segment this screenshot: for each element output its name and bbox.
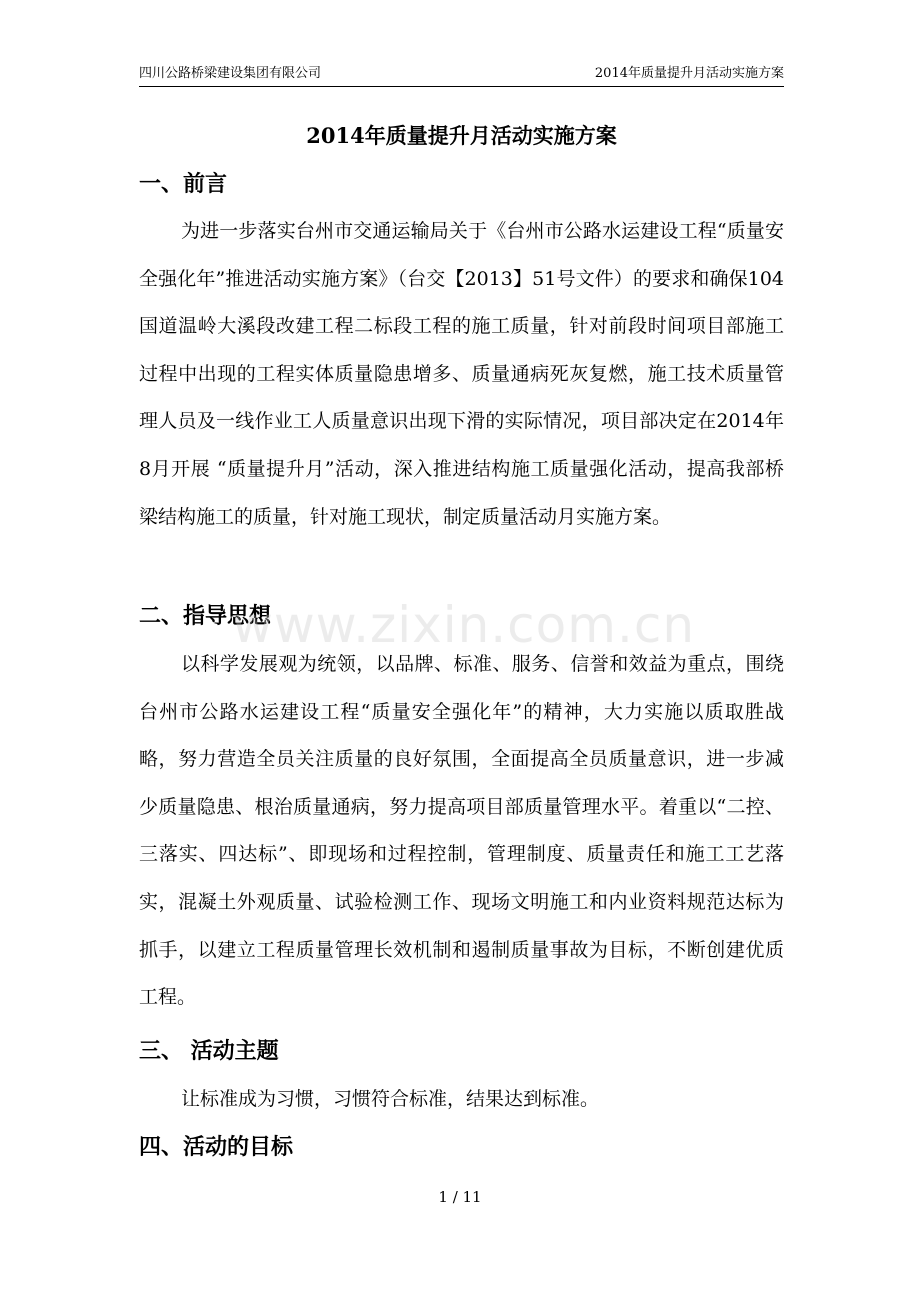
document-title: 2014年质量提升月活动实施方案: [306, 123, 617, 148]
page-total: 11: [462, 1188, 482, 1206]
section-heading-activity-goals: 四、活动的目标: [139, 1135, 294, 1160]
section-paragraph-guiding-ideology: 以科学发展观为统领，以品牌、标准、服务、信誉和效益为重点，围绕台州市公路水运建设工程“质量安全强化年”的精神，大力实施以质取胜战略，努力营造全员关注质量的良好氛围，全面提高全员质量意识，进一步减少质量隐患、根治质量通病，努力提高项目部质量管理水平。着重以“二控、三落实、四达标”、即现场和过程控制，管理制度、质量责任和施工工艺落实，混凝土外观质量、试验检测工作、现场文明施工和内业资料规范达标为抓手，以建立工程质量管理长效机制和遏制质量事故为目标，不断创建优质工程。: [139, 653, 784, 1009]
page-number: 1: [438, 1188, 448, 1206]
header-company: 四川公路桥梁建设集团有限公司: [139, 66, 322, 81]
watermark: www.zixin.com.cn: [232, 596, 696, 654]
section-heading-guiding-ideology: 二、指导思想: [139, 604, 272, 629]
section-paragraph-preface: 为进一步落实台州市交通运输局关于《台州市公路水运建设工程“质量安全强化年”推进活动实施方案》（台交【2013】51号文件）的要求和确保104国道温岭大溪段改建工程二标段工程的施工质量，针对前段时间项目部施工过程中出现的工程实体质量隐患增多、质量通病死灰复燃，施工技术质量管理人员及一线作业工人质量意识出现下滑的实际情况，项目部决定在2014年8月开展 “质量提升月”活动，深入推进结构施工质量强化活动，提高我部桥梁结构施工的质量，针对施工现状，制定质量活动月实施方案。: [139, 220, 784, 528]
section-heading-preface: 一、前言: [139, 172, 228, 197]
section-heading-activity-theme: 三、 活动主题: [139, 1039, 279, 1064]
page-footer: 1 / 11: [438, 1188, 482, 1206]
header-doc-title: 2014年质量提升月活动实施方案: [594, 66, 784, 81]
page-header: [139, 62, 784, 87]
section-paragraph-activity-theme: 让标准成为习惯，习惯符合标准，结果达到标准。: [181, 1088, 600, 1110]
